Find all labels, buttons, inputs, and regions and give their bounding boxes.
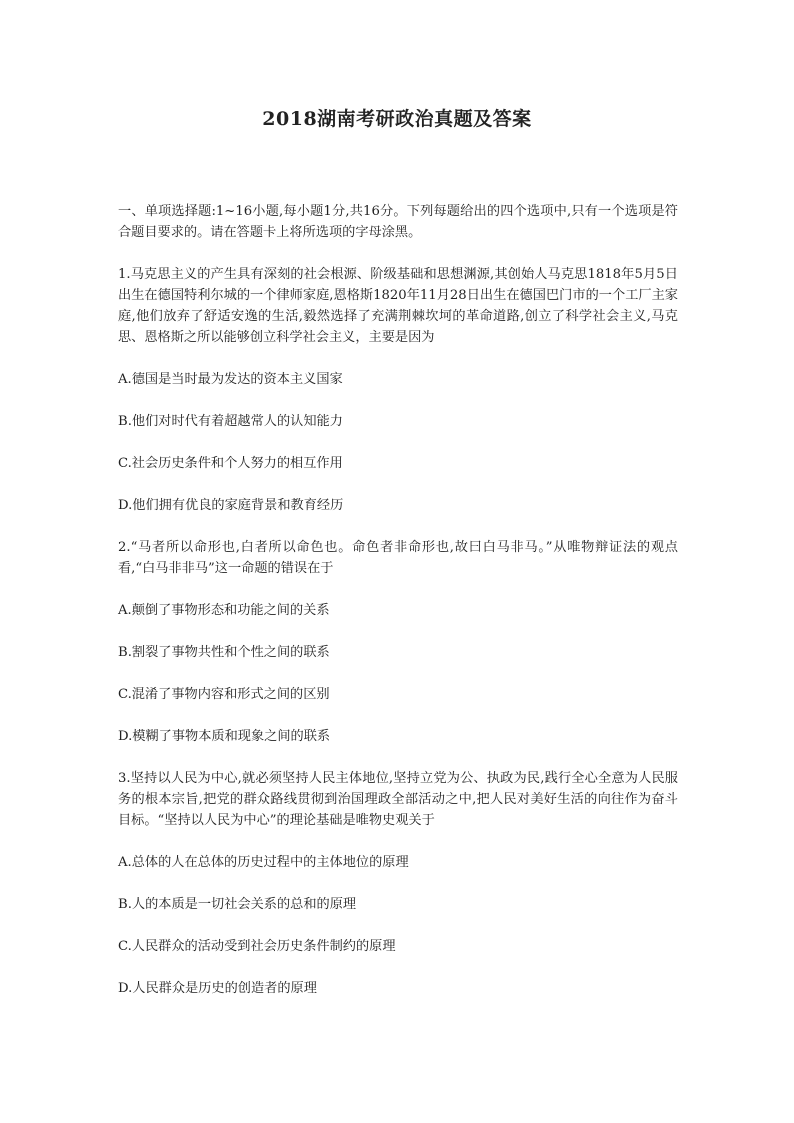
option-d: D.模糊了事物本质和现象之间的联系 xyxy=(118,729,331,744)
option-a: A.颠倒了事物形态和功能之间的关系 xyxy=(118,603,330,618)
option-d: D.人民群众是历史的创造者的原理 xyxy=(118,981,317,996)
question-1 xyxy=(118,264,678,516)
section-instructions: 一、单项选择题:1~16小题,每小题1分,共16分。下列每题给出的四个选项中,只有一个选项是符合题目要求的。请在答题卡上将所选项的字母涂黑。 xyxy=(118,204,678,240)
question-stem: 2.“马者所以命形也,白者所以命色也。命色者非命形也,故曰白马非马。”从唯物辩证法的观点看,“白马非非马”这一命题的错误在于 xyxy=(118,540,678,576)
question-2 xyxy=(118,537,678,747)
option-c: C.人民群众的活动受到社会历史条件制约的原理 xyxy=(118,939,396,954)
document-body xyxy=(118,201,678,1020)
option-d: D.他们拥有优良的家庭背景和教育经历 xyxy=(118,498,344,513)
question-3 xyxy=(118,768,678,999)
question-stem: 3.坚持以人民为中心,就必须坚持人民主体地位,坚持立党为公、执政为民,践行全心全意为人民服务的根本宗旨,把党的群众路线贯彻到治国理政全部活动之中,把人民对美好生活的向往作为奋斗目标。“坚持以人民为中心”的理论基础是唯物史观关于 xyxy=(118,771,678,828)
option-a: A.总体的人在总体的历史过程中的主体地位的原理 xyxy=(118,855,409,870)
option-b: B.他们对时代有着超越常人的认知能力 xyxy=(118,414,343,429)
question-stem: 1.马克思主义的产生具有深刻的社会根源、阶级基础和思想渊源,其创始人马克思1818年5月5日出生在德国特利尔城的一个律师家庭,恩格斯1820年11月28日出生在德国巴门市的一个工厂主家庭,他们放弃了舒适安逸的生活,毅然选择了充满荆棘坎坷的革命道路,创立了科学社会主义,马克思、恩格斯之所以能够创立科学社会主义，主要是因为 xyxy=(118,267,678,345)
option-b: B.人的本质是一切社会关系的总和的原理 xyxy=(118,897,357,912)
option-a: A.德国是当时最为发达的资本主义国家 xyxy=(118,372,343,387)
option-c: C.社会历史条件和个人努力的相互作用 xyxy=(118,456,343,471)
option-c: C.混淆了事物内容和形式之间的区别 xyxy=(118,687,330,702)
document-title: 2018湖南考研政治真题及答案 xyxy=(262,108,532,130)
option-b: B.割裂了事物共性和个性之间的联系 xyxy=(118,645,330,660)
